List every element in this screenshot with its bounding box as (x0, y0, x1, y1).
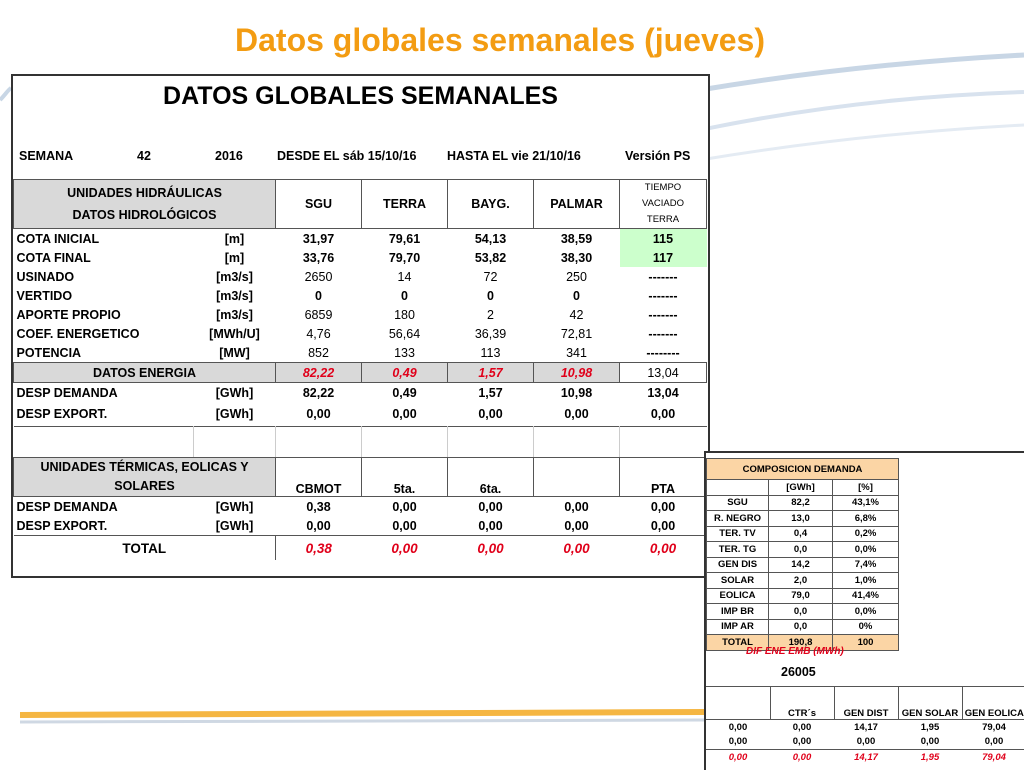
cell-value: 133 (394, 345, 415, 360)
thermal-header-row (14, 458, 707, 497)
col-header: TERRA (362, 180, 448, 229)
time-header-line: VACIADO (641, 198, 685, 209)
energia-value: 0,49 (362, 363, 448, 383)
cell-value: 0,00 (564, 518, 589, 533)
comp-label: IMP AR (707, 619, 769, 635)
gen-header: GEN DIST (834, 687, 898, 720)
cell-value: 0,00 (650, 499, 676, 514)
hydro-header-row (14, 180, 707, 229)
comp-pct: 41,4% (833, 588, 899, 604)
comp-gwh: 2,0 (769, 573, 833, 589)
row-unit: [GWh] (215, 499, 254, 514)
energia-value: 13,04 (620, 363, 707, 383)
total-value: 0,38 (305, 540, 332, 556)
gen-total-value: 14,17 (854, 751, 878, 763)
cell-value: 2650 (304, 269, 333, 284)
composicion-row (707, 511, 899, 527)
row-label: COTA INICIAL (16, 231, 100, 246)
total-label: TOTAL (14, 536, 276, 561)
col-header: PALMAR (534, 180, 620, 229)
cell-value: 0,00 (650, 407, 676, 421)
energia-value: 10,98 (534, 363, 620, 383)
thermal-row (14, 516, 707, 536)
total-value: 0,00 (477, 540, 504, 556)
cell-value: 54,13 (474, 231, 507, 246)
gen-value: 14,17 (854, 721, 878, 733)
comp-pct: 0,2% (833, 526, 899, 542)
unit-pct: [%] (833, 480, 899, 496)
row-unit: [m3/s] (216, 269, 253, 284)
comp-gwh: 13,0 (769, 511, 833, 527)
composicion-units-row (707, 480, 899, 496)
gen-value: 0,00 (792, 736, 812, 748)
row-unit: [GWh] (215, 385, 254, 400)
row-unit: [MWh/U] (209, 326, 260, 341)
gen-total-row (706, 750, 1024, 765)
cell-value: 14 (397, 269, 412, 284)
comp-gwh: 0,4 (769, 526, 833, 542)
cell-value: 82,22 (302, 385, 335, 400)
hydro-data-row (14, 267, 707, 286)
gen-total-value: 0,00 (728, 751, 748, 763)
gen-total-value: 1,95 (920, 751, 940, 763)
composicion-row (707, 604, 899, 620)
gen-header (706, 687, 770, 720)
cell-value: 33,76 (302, 250, 335, 265)
comp-label: IMP BR (707, 604, 769, 620)
spacer-row (14, 427, 707, 458)
thermal-header-label: UNIDADES TÉRMICAS, EOLICAS Y SOLARES (14, 458, 276, 497)
dif-label: DIF ENE EMB (MWh) (746, 646, 844, 657)
cell-value: 0,49 (392, 385, 417, 400)
gen-header-row (706, 687, 1024, 720)
spacer-cell (14, 427, 194, 458)
gen-value: 0,00 (728, 736, 748, 748)
hydro-data-row (14, 286, 707, 305)
gen-value: 0,00 (856, 736, 876, 748)
row-unit: [m] (224, 250, 245, 265)
time-header-line: TIEMPO (644, 182, 682, 193)
col-header: BAYG. (448, 180, 534, 229)
cell-value: 250 (566, 269, 587, 284)
cell-value: ------- (648, 288, 678, 303)
gen-total-value: 0,00 (792, 751, 812, 763)
comp-gwh: 82,2 (769, 495, 833, 511)
cell-value: 10,98 (560, 385, 593, 400)
thermal-row (14, 497, 707, 517)
cell-value: 0,00 (478, 407, 503, 421)
total-pct: 100 (833, 635, 899, 651)
comp-pct: 7,4% (833, 557, 899, 573)
cell-value: ------- (648, 326, 678, 341)
cell-value: 0,00 (564, 499, 589, 514)
composicion-title-row (707, 459, 899, 480)
cell-value: 6859 (304, 307, 333, 322)
comp-pct: 6,8% (833, 511, 899, 527)
row-unit: [m3/s] (216, 307, 253, 322)
cell-value: 852 (308, 345, 329, 360)
cell-value: 72 (483, 269, 498, 284)
cell-value: 38,59 (560, 231, 593, 246)
hydro-data-row (14, 324, 707, 343)
composicion-row (707, 557, 899, 573)
comp-gwh: 79,0 (769, 588, 833, 604)
composicion-row (707, 495, 899, 511)
col-header: PTA (620, 458, 707, 497)
comp-gwh: 0,0 (769, 619, 833, 635)
cell-value: 42 (569, 307, 584, 322)
gen-value: 0,00 (728, 721, 748, 733)
comp-pct: 1,0% (833, 573, 899, 589)
hydro-table (13, 179, 707, 560)
col-header: CBMOT (276, 458, 362, 497)
cell-value: 36,39 (474, 326, 507, 341)
row-unit: [GWh] (215, 518, 254, 533)
spacer-cell (276, 427, 362, 458)
row-unit: [GWh] (215, 407, 254, 421)
cell-value: 341 (566, 345, 587, 360)
cell-value: 117 (620, 248, 707, 267)
spacer-cell (534, 427, 620, 458)
cell-value: 4,76 (306, 326, 331, 341)
row-label: DESP DEMANDA (16, 385, 118, 400)
cell-value: 53,82 (474, 250, 507, 265)
table-title: DATOS GLOBALES SEMANALES (163, 82, 558, 110)
comp-label: SGU (707, 495, 769, 511)
cell-value: 0,00 (392, 499, 417, 514)
row-unit: [MW] (219, 345, 250, 360)
cell-value: 0 (401, 288, 408, 303)
composicion-row (707, 619, 899, 635)
week-number: 42 (137, 149, 151, 163)
composicion-panel (704, 451, 1024, 770)
comp-label: TER. TV (707, 526, 769, 542)
row-label: USINADO (16, 269, 75, 284)
row-label: COTA FINAL (16, 250, 91, 265)
row-unit: [m3/s] (216, 288, 253, 303)
hydro-data-row (14, 248, 707, 267)
gen-table (706, 686, 1024, 765)
cell-value: 115 (620, 229, 707, 249)
gen-header: GEN SOLAR (898, 687, 962, 720)
gen-value: 0,00 (920, 736, 940, 748)
main-data-table (11, 74, 710, 578)
total-label: TOTAL (707, 635, 769, 651)
cell-value: 0 (315, 288, 322, 303)
cell-value: 0,00 (392, 518, 417, 533)
version-label: Versión PS (625, 149, 691, 163)
comp-label: SOLAR (707, 573, 769, 589)
hydro-data-row (14, 343, 707, 363)
composicion-row (707, 542, 899, 558)
gen-row (706, 720, 1024, 735)
row-label: DESP EXPORT. (16, 518, 108, 533)
total-row (14, 536, 707, 561)
hydro-header-line2: DATOS HIDROLÓGICOS (72, 208, 217, 222)
hydro-data-row (14, 305, 707, 324)
row-label: COEF. ENERGETICO (16, 326, 140, 341)
gen-row (706, 735, 1024, 750)
col-header: 6ta. (448, 458, 534, 497)
time-header-line: TERRA (646, 214, 680, 225)
gen-total-value: 79,04 (982, 751, 1006, 763)
slide-title: Datos globales semanales (jueves) (235, 22, 765, 58)
gen-value: 0,00 (984, 736, 1004, 748)
cell-value: -------- (646, 345, 680, 360)
week-label: SEMANA (19, 149, 74, 163)
cell-value: 0 (573, 288, 580, 303)
composicion-title: COMPOSICION DEMANDA (707, 459, 899, 480)
comp-label: R. NEGRO (707, 511, 769, 527)
total-value: 0,00 (563, 540, 590, 556)
col-header: SGU (276, 180, 362, 229)
cell-value: 13,04 (647, 385, 679, 400)
gen-header: GEN EOLICA (964, 708, 1024, 719)
cell-value: 0,00 (478, 499, 503, 514)
row-label: POTENCIA (16, 345, 82, 360)
row-unit: [m] (224, 231, 245, 246)
cell-value: 72,81 (560, 326, 593, 341)
cell-value: 1,57 (478, 385, 503, 400)
total-gwh: 190,8 (769, 635, 833, 651)
cell-value: ------- (648, 269, 678, 284)
total-value: 0,00 (649, 540, 677, 556)
energia-label: DATOS ENERGIA (14, 363, 276, 383)
col-header: 5ta. (362, 458, 448, 497)
cell-value: 2 (487, 307, 494, 322)
row-label: DESP DEMANDA (16, 499, 118, 514)
week-year: 2016 (215, 149, 243, 163)
composicion-table (706, 458, 899, 651)
cell-value: 56,64 (388, 326, 421, 341)
cell-value: 180 (394, 307, 415, 322)
cell-value: 38,30 (560, 250, 593, 265)
comp-pct: 0,0% (833, 604, 899, 620)
cell-value: 0,00 (306, 407, 331, 421)
cell-value: 79,61 (388, 231, 421, 246)
comp-label: GEN DIS (707, 557, 769, 573)
hydro-data-row (14, 229, 707, 249)
cell-value: ------- (648, 307, 678, 322)
row-label: DESP EXPORT. (16, 407, 108, 421)
cell-value: 0,00 (650, 518, 676, 533)
hydro-desp-row (14, 402, 707, 427)
hydro-desp-row (14, 383, 707, 403)
cell-value: 113 (480, 345, 501, 360)
cell-value: 0,00 (478, 518, 503, 533)
comp-label: EOLICA (707, 588, 769, 604)
cell-value: 0,38 (306, 499, 331, 514)
row-label: APORTE PROPIO (16, 307, 121, 322)
cell-value: 79,70 (388, 250, 421, 265)
gen-value: 79,04 (982, 721, 1006, 733)
energia-value: 1,57 (448, 363, 534, 383)
composicion-row (707, 573, 899, 589)
total-value: 0,00 (391, 540, 418, 556)
comp-gwh: 0,0 (769, 604, 833, 620)
cell-value: 0,00 (564, 407, 589, 421)
comp-pct: 0,0% (833, 542, 899, 558)
comp-label: TER. TG (707, 542, 769, 558)
cell-value: 0,00 (392, 407, 417, 421)
unit-blank (707, 480, 769, 496)
comp-pct: 0% (833, 619, 899, 635)
hydro-header-line1: UNIDADES HIDRÁULICAS (67, 186, 222, 200)
gen-value: 0,00 (792, 721, 812, 733)
gen-header: CTR´s (770, 687, 834, 720)
energia-row (14, 363, 707, 383)
col-header (534, 458, 620, 497)
spacer-cell (448, 427, 534, 458)
cell-value: 0,00 (306, 518, 331, 533)
hydro-header-cell (14, 180, 276, 229)
dif-value: 26005 (781, 665, 816, 679)
time-header (620, 180, 707, 229)
comp-pct: 43,1% (833, 495, 899, 511)
cell-value: 31,97 (302, 231, 335, 246)
composicion-row (707, 588, 899, 604)
unit-gwh: [GWh] (769, 480, 833, 496)
comp-gwh: 0,0 (769, 542, 833, 558)
comp-gwh: 14,2 (769, 557, 833, 573)
gen-value: 1,95 (920, 721, 940, 733)
spacer-cell (362, 427, 448, 458)
row-label: VERTIDO (16, 288, 73, 303)
composicion-row (707, 526, 899, 542)
date-to: HASTA EL vie 21/10/16 (447, 149, 581, 163)
energia-value: 82,22 (276, 363, 362, 383)
spacer-cell (620, 427, 707, 458)
cell-value: 0 (487, 288, 494, 303)
date-from: DESDE EL sáb 15/10/16 (277, 149, 417, 163)
spacer-cell (194, 427, 276, 458)
